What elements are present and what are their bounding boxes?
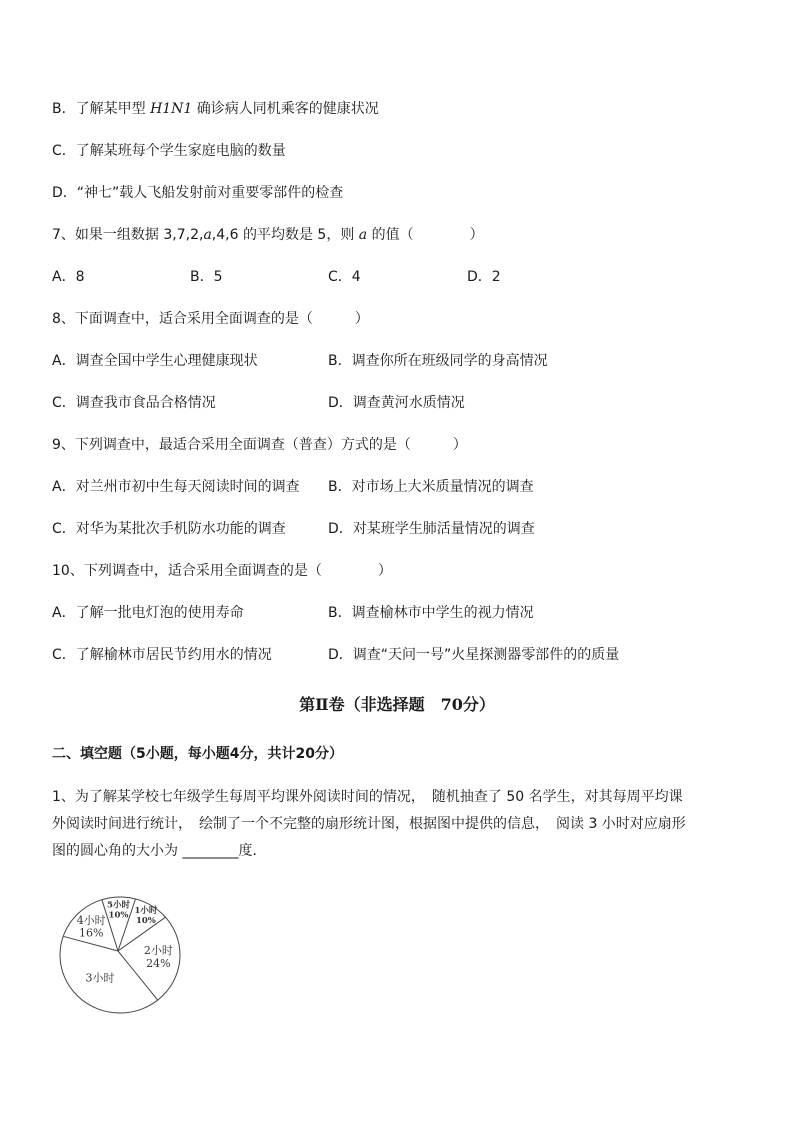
q7-option-a: A．8 (52, 269, 85, 285)
q9-option-c: C．对华为某批次手机防水功能的调查 (52, 521, 286, 537)
pie-slice-percent: 16% (78, 926, 104, 940)
pie-slice-label: 1小时 (134, 906, 158, 916)
pie-chart (58, 893, 188, 1017)
q10-option-d: D．调查“天问一号”火星探测器零部件的的质量 (328, 647, 620, 663)
q10-option-a: A．了解一批电灯泡的使用寿命 (52, 605, 244, 621)
virus-name: H1N1 (150, 101, 193, 117)
q8-option-c: C．调查我市食品合格情况 (52, 395, 216, 411)
fill1-line3: 图的圆心角的大小为 ________度． (52, 843, 267, 859)
q7-stem: 7、如果一组数据 3,7,2,a,4,6 的平均数是 5，则 a 的值（ ） (52, 227, 484, 243)
pie-slice-percent: 24% (146, 956, 171, 970)
q10-option-c: C．了解榆林市居民节约用水的情况 (52, 647, 272, 663)
fill1-line2: 外阅读时间进行统计， 绘制了一个不完整的扇形统计图，根据图中提供的信息， 阅读 3 小时对应扇形 (52, 816, 686, 832)
pie-slice-label: 5小时 (107, 900, 130, 911)
q9-option-d: D．对某班学生肺活量情况的调查 (328, 521, 535, 537)
q6-option-c: C．了解某班每个学生家庭电脑的数量 (52, 143, 286, 159)
pie-slice-percent: 10% (108, 910, 129, 921)
q7-option-b: B．5 (190, 269, 223, 285)
q6-option-d: D．“神七”载人飞船发射前对重要零部件的检查 (52, 185, 344, 201)
pie-slice-label: 3小时 (85, 971, 115, 985)
q10-stem: 10、下列调查中，适合采用全面调查的是（ ） (52, 563, 392, 579)
fill1-line1: 1、为了解某学校七年级学生每周平均课外阅读时间的情况， 随机抽查了 50 名学生，对其每周平均课 (52, 789, 683, 805)
q9-stem: 9、下列调查中，最适合采用全面调查（普查）方式的是（ ） (52, 437, 467, 453)
q8-option-a: A．调查全国中学生心理健康现状 (52, 353, 258, 369)
pie-slice-label: 4小时 (76, 913, 106, 927)
section-title: 第Ⅱ卷（非选择题 70分） (299, 695, 495, 714)
q8-option-b: B．调查你所在班级同学的身高情况 (328, 353, 548, 369)
q8-stem: 8、下面调查中，适合采用全面调查的是（ ） (52, 311, 369, 327)
pie-chart-svg (58, 893, 188, 1017)
pie-slice-percent: 10% (135, 915, 156, 926)
part-title: 二、填空题（5小题，每小题4分，共计20分） (52, 746, 343, 762)
q6-option-b: B．了解某甲型 H1N1 确诊病人同机乘客的健康状况 (52, 101, 379, 117)
q7-option-c: C．4 (328, 269, 361, 285)
q8-option-d: D．调查黄河水质情况 (328, 395, 465, 411)
q9-option-b: B．对市场上大米质量情况的调查 (328, 479, 534, 495)
q10-option-b: B．调查榆林市中学生的视力情况 (328, 605, 534, 621)
pie-slice-label: 2小时 (143, 944, 173, 958)
q7-option-d: D．2 (467, 269, 501, 285)
q9-option-a: A．对兰州市初中生每天阅读时间的调查 (52, 479, 300, 495)
